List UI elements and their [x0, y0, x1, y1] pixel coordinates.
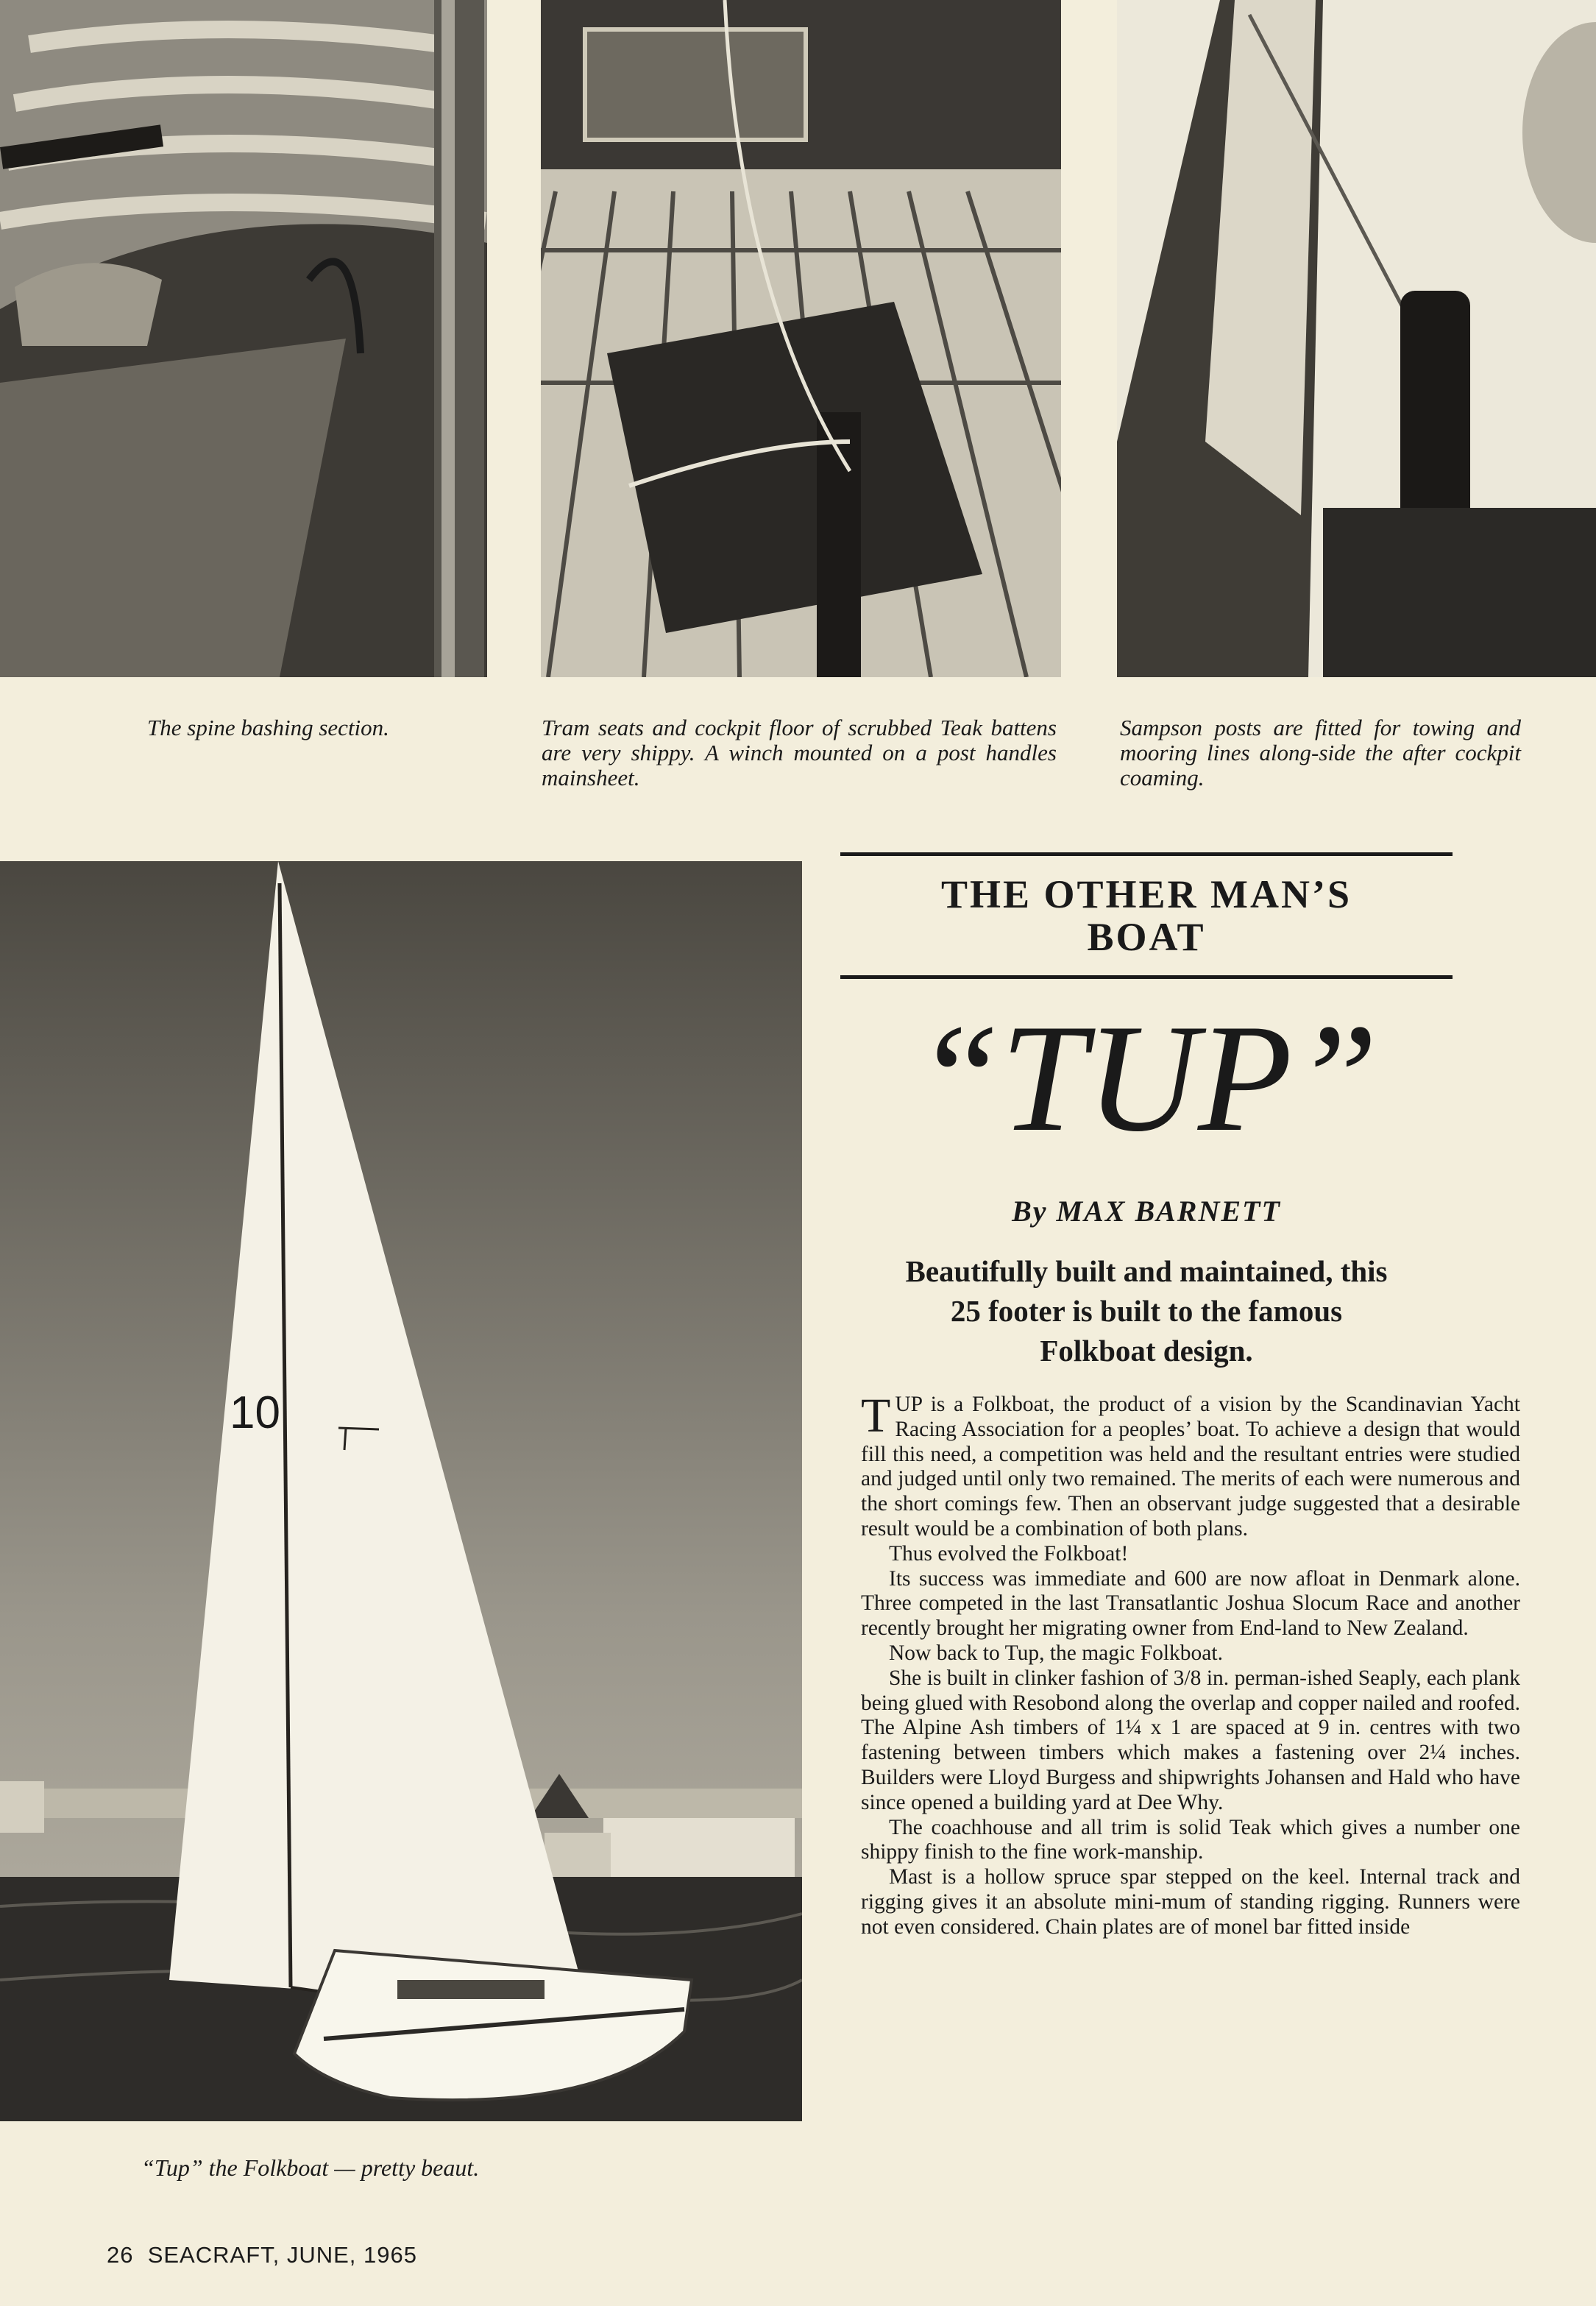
sail-number: 10 [230, 1387, 280, 1438]
photo-cockpit-floor [541, 0, 1061, 677]
article-kicker-text: THE OTHER MAN’S BOAT [940, 872, 1352, 959]
article-title: “TUP” [914, 993, 1379, 1164]
article-lead-paragraph [861, 1389, 1520, 1542]
caption-spine-section: The spine bashing section. [147, 715, 389, 740]
article-deck: Beautifully built and maintained, this 25 footer is built to the famous Folkboat design. [905, 1254, 1388, 1368]
photo-sampson-posts [1117, 0, 1596, 677]
caption-sampson-posts: Sampson posts are fitted for towing and mooring lines along-side the after cockpit coaming. [1120, 715, 1521, 791]
lead-text: UP is a Folkboat, the product of a vision by the Scandinavian Yacht Racing Association for a peoples’ boat. To achieve a design that would fill this need, a competition was held and the resultant entries were studied and judged until only two remained. The merits of each were numerous and the short comings few. Then an observant judge suggested that a desirable result would be a combination of both plans. [861, 1393, 1520, 1541]
photo-spine-section [0, 0, 487, 677]
article-paragraph: Now back to Tup, the magic Folkboat. [889, 1641, 1223, 1665]
caption-folkboat: “Tup” the Folkboat — pretty beaut. [141, 2154, 480, 2181]
article-paragraph: She is built in clinker fashion of 3/8 in. perman-ished Seaply, each plank being glued with Resobond along the overlap and copper nailed and roofed. The Alpine Ash timbers of 1¼ x 1 are spaced at 9 in. centres with two fastening between timbers which makes a fastening over 2¼ inches. Builders were Lloyd Burgess and shipwrights Johansen and Hald who have since opened a building yard at Dee Why. [861, 1666, 1520, 1814]
article-body [861, 1389, 1520, 1940]
page-folio: 26 SEACRAFT, JUNE, 1965 [107, 2242, 417, 2268]
drop-cap: T [861, 1389, 891, 1443]
article-byline: By MAX BARNETT [1012, 1195, 1281, 1228]
article-paragraph: The coachhouse and all trim is solid Teak which gives a number one shippy finish to the fine work-manship. [861, 1815, 1520, 1864]
article-paragraph: Thus evolved the Folkboat! [889, 1541, 1129, 1566]
article-paragraph: Its success was immediate and 600 are now afloat in Denmark alone. Three competed in the last Transatlantic Joshua Slocum Race and another recently brought her migrating owner from End-land to New Zealand. [861, 1566, 1520, 1641]
article-paragraph: Mast is a hollow spruce spar stepped on the keel. Internal track and rigging gives it an absolute mini-mum of standing rigging. Runners were not even considered. Chain plates are of monel bar fitted inside [861, 1865, 1520, 1939]
article-kicker [840, 852, 1453, 979]
photo-folkboat-sailing [0, 861, 802, 2121]
caption-cockpit-floor: Tram seats and cockpit floor of scrubbed Teak battens are very shippy. A winch mounted on a post handles mainsheet. [542, 715, 1057, 791]
